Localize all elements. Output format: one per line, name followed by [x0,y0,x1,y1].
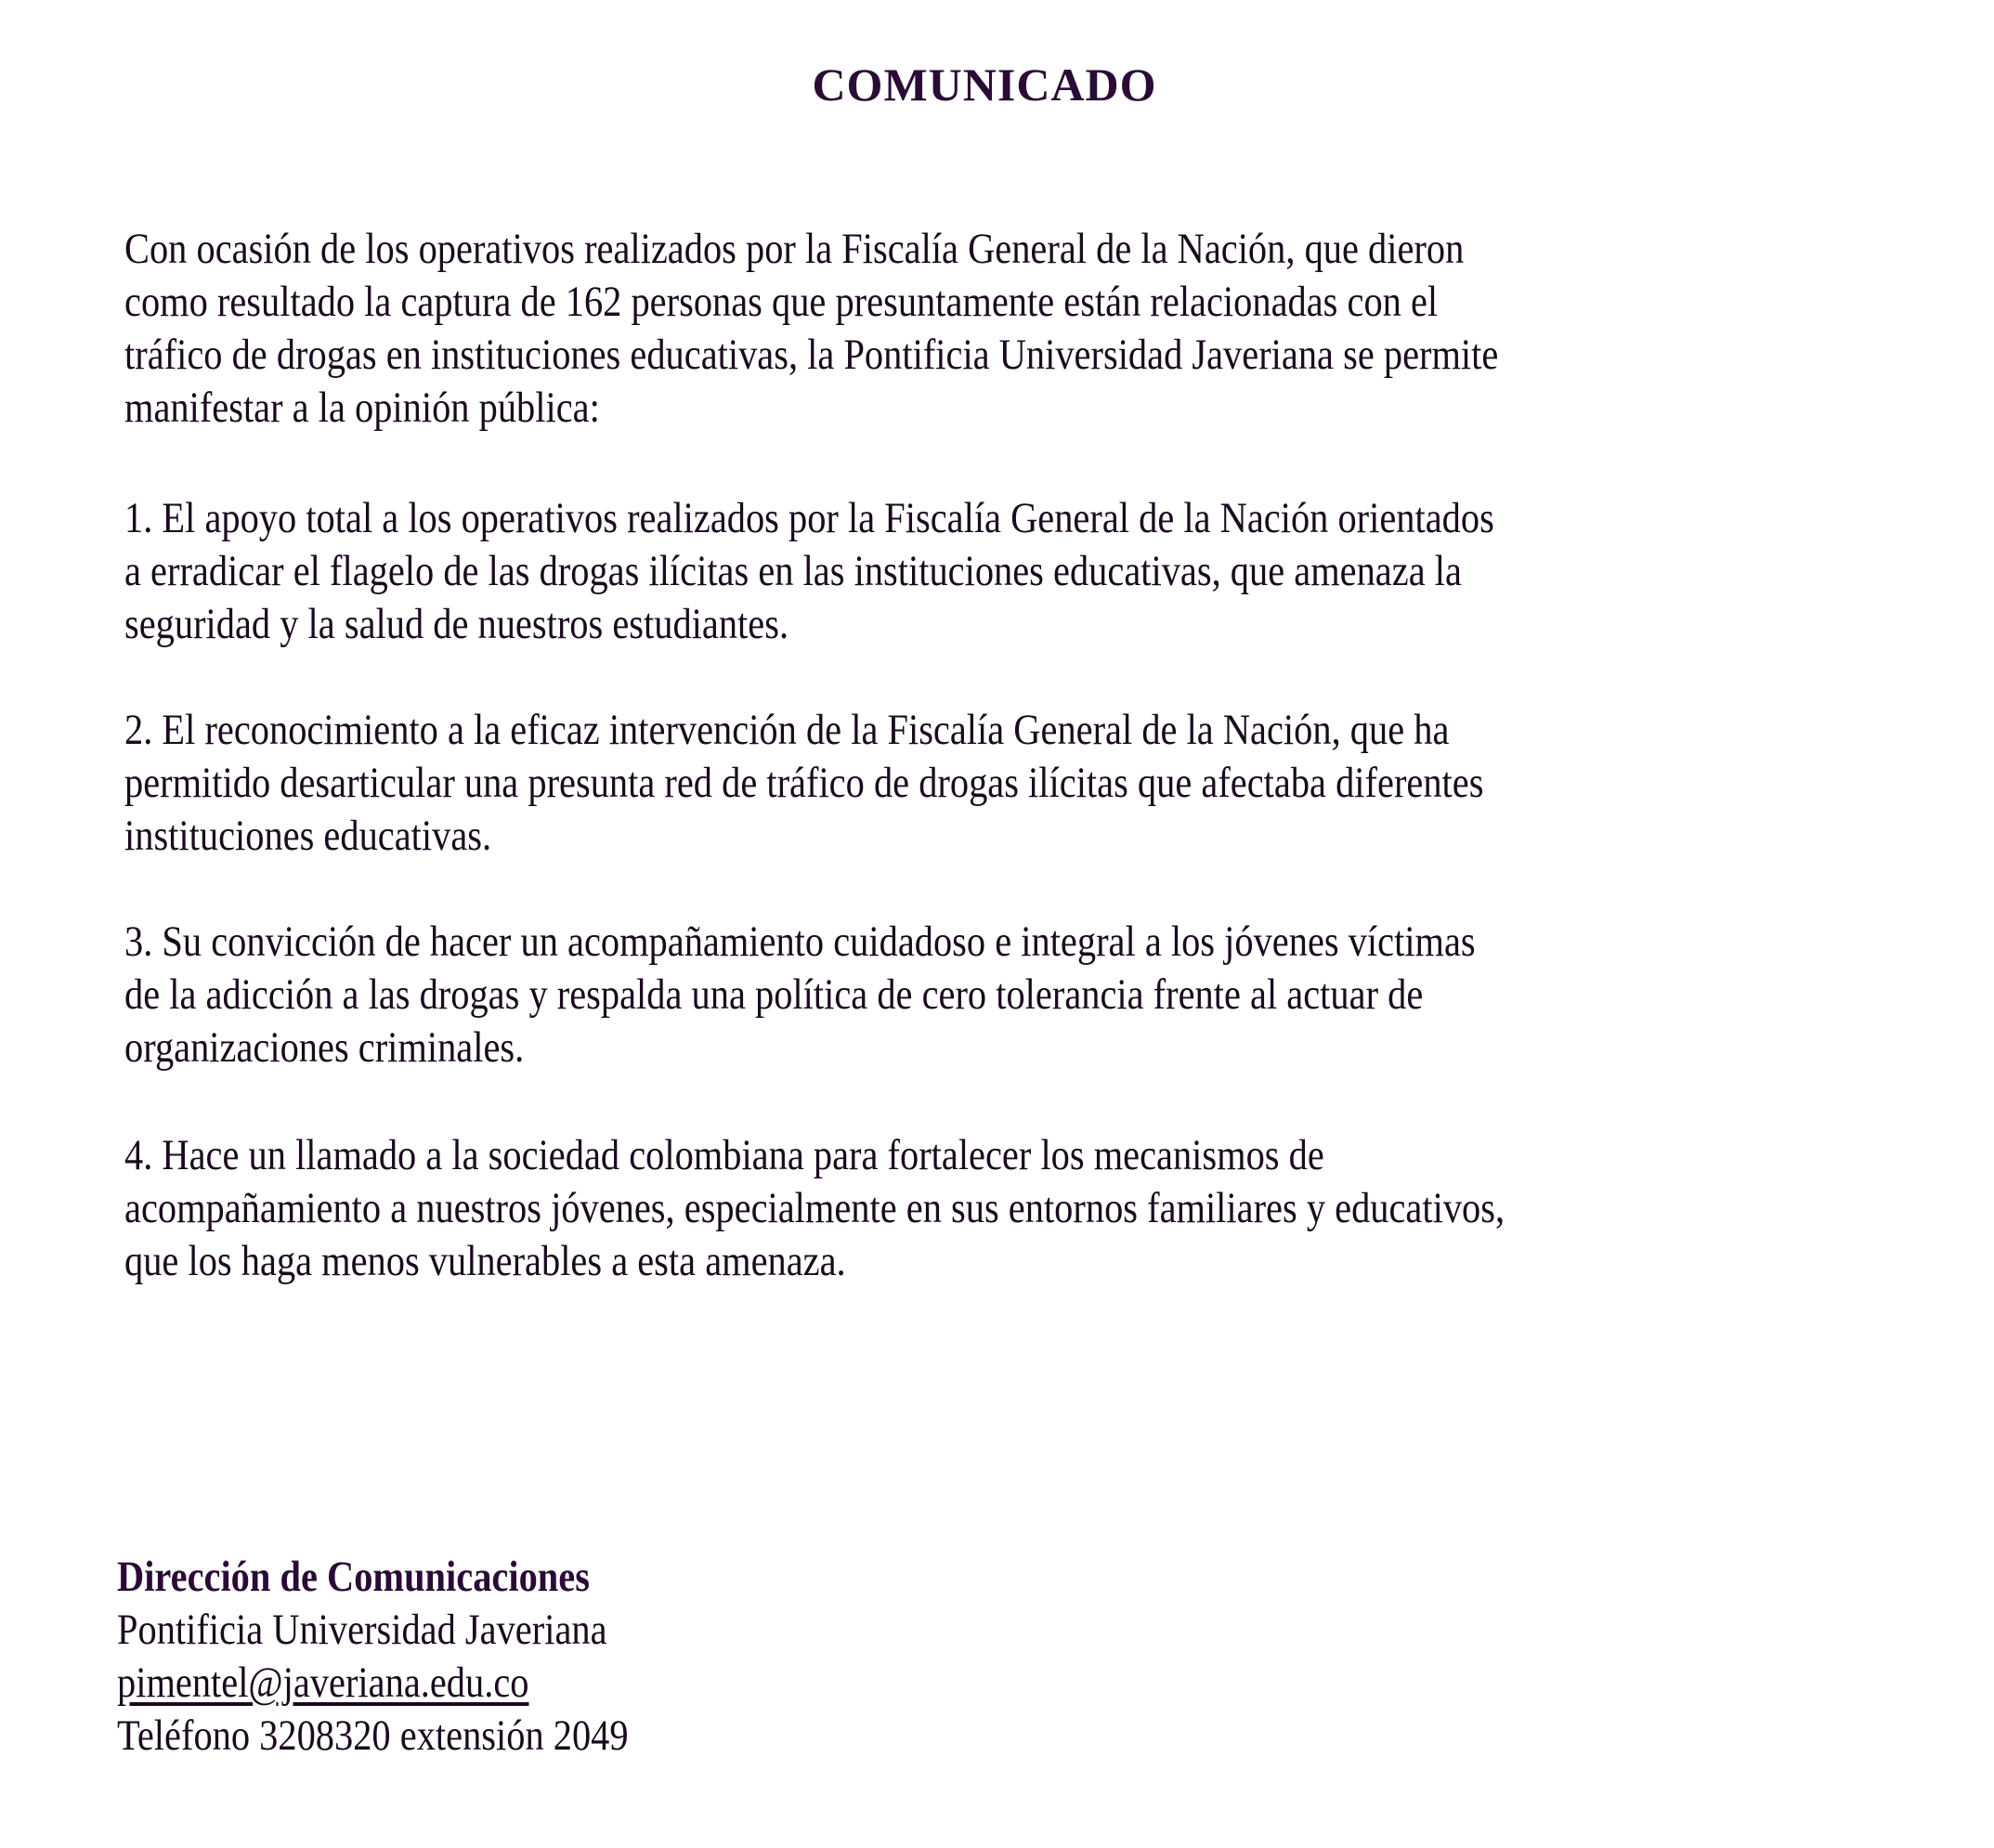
point-line: instituciones educativas. [124,812,492,860]
signature-phone: Teléfono 3208320 extensión 2049 [117,1711,629,1760]
point-line: que los haga menos vulnerables a esta amenaza. [124,1237,846,1285]
point-1-paragraph [124,492,1982,651]
point-line: organizaciones criminales. [124,1023,525,1072]
intro-line: tráfico de drogas en instituciones educativas, la Pontificia Universidad Javeriana se permite [124,331,1499,379]
signature-institution: Pontificia Universidad Javeriana [117,1606,607,1654]
signature-email-link[interactable]: pimentel@javeriana.edu.co [117,1659,529,1707]
point-line: acompañamiento a nuestros jóvenes, especialmente en sus entornos familiares y educativos, [124,1184,1505,1232]
intro-line: Con ocasión de los operativos realizados por la Fiscalía General de la Nación, que dieron [124,225,1465,273]
intro-line: como resultado la captura de 162 personas que presuntamente están relacionadas con el [124,278,1439,326]
point-line: a erradicar el flagelo de las drogas ilícitas en las instituciones educativas, que amenaza la [124,547,1462,595]
intro-line: manifestar a la opinión pública: [124,384,600,432]
point-line: 1. El apoyo total a los operativos realizados por la Fiscalía General de la Nación orientados [124,494,1494,542]
point-line: 3. Su convicción de hacer un acompañamiento cuidadoso e integral a los jóvenes víctimas [124,917,1476,966]
point-3-paragraph [124,916,1982,1074]
point-line: seguridad y la salud de nuestros estudiantes. [124,600,789,648]
signature-department: Dirección de Comunicaciones [117,1553,590,1601]
point-line: 4. Hace un llamado a la sociedad colombiana para fortalecer los mecanismos de [124,1131,1324,1179]
signature-email-row [117,1657,1714,1710]
point-4-paragraph [124,1129,1982,1288]
point-2-paragraph [124,704,1982,863]
intro-paragraph [124,223,1982,435]
document-title: COMUNICADO [812,59,1157,111]
point-line: de la adicción a las drogas y respalda una política de cero tolerancia frente al actuar de [124,970,1424,1019]
point-line: permitido desarticular una presunta red de tráfico de drogas ilícitas que afectaba diferentes [124,759,1484,807]
signature-block [117,1551,1974,1763]
point-line: 2. El reconocimiento a la eficaz intervención de la Fiscalía General de la Nación, que ha [124,706,1450,754]
